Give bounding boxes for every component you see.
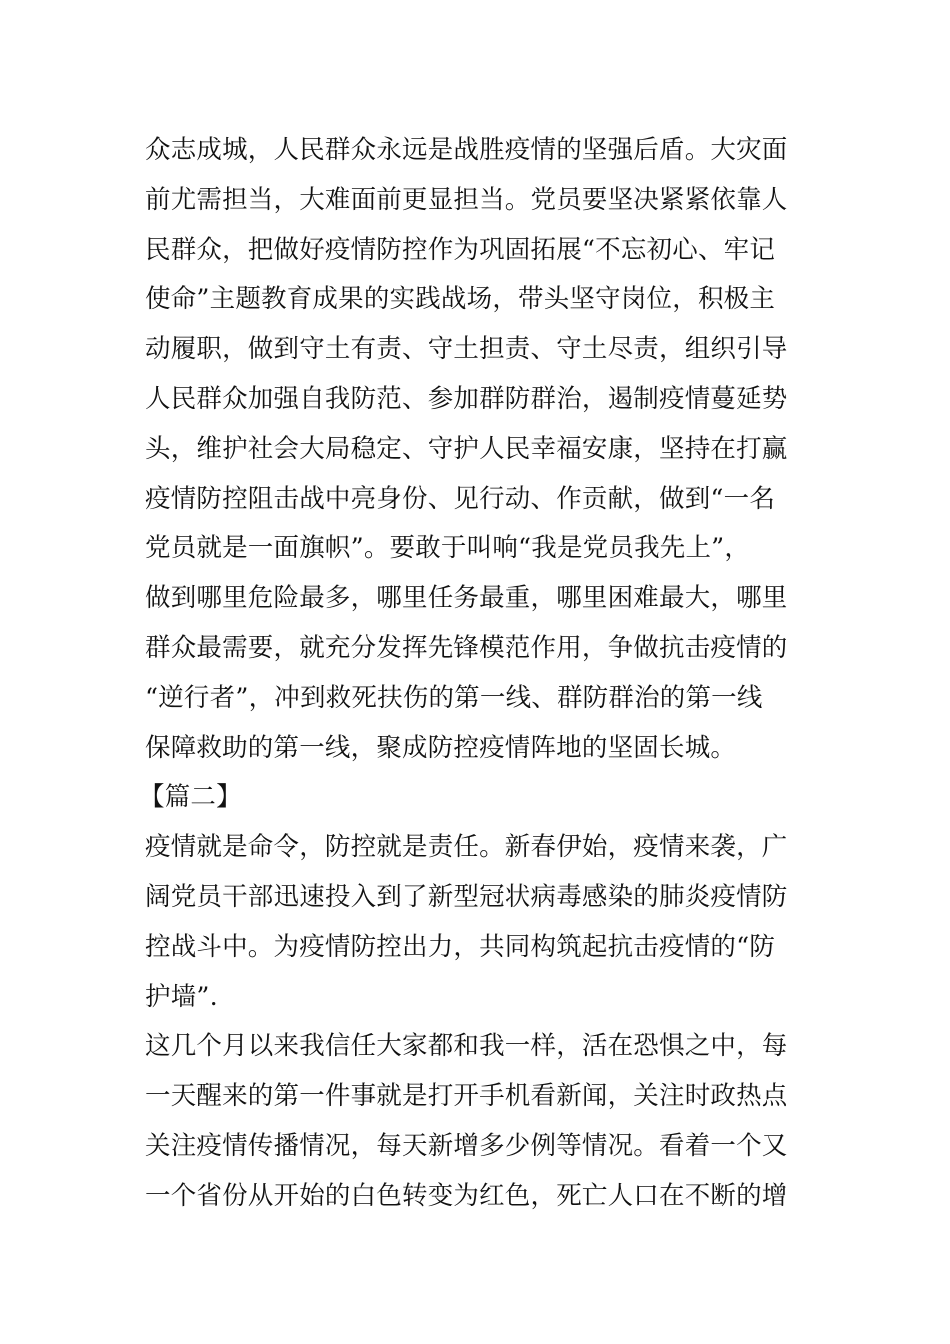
text-line: 前尤需担当，大难面前更显担当。党员要坚决紧紧依靠人 bbox=[145, 184, 788, 215]
section-heading: 【篇二】 bbox=[139, 782, 242, 813]
text-line: 一天醒来的第一件事就是打开手机看新闻，关注时政热点 bbox=[145, 1081, 788, 1112]
text-line: 动履职，做到守土有责、守土担责、守土尽责，组织引导 bbox=[145, 334, 788, 365]
text-line: “逆行者”，冲到救死扶伤的第一线、群防群治的第一线 bbox=[145, 682, 763, 713]
text-line: 控战斗中。为疫情防控出力，共同构筑起抗击疫情的“防 bbox=[145, 931, 776, 962]
text-line: 护墙”. bbox=[145, 981, 218, 1012]
text-line: 这几个月以来我信任大家都和我一样，活在恐惧之中，每 bbox=[145, 1031, 788, 1062]
text-line: 使命”主题教育成果的实践战场，带头坚守岗位，积极主 bbox=[145, 284, 776, 315]
text-line: 头，维护社会大局稳定、守护人民幸福安康，坚持在打赢 bbox=[145, 433, 788, 464]
document-body bbox=[139, 126, 815, 1222]
text-line: 保障救助的第一线，聚成防控疫情阵地的坚固长城。 bbox=[145, 732, 737, 763]
text-line: 人民群众加强自我防范、参加群防群治，遏制疫情蔓延势 bbox=[145, 383, 788, 414]
text-line: 疫情就是命令，防控就是责任。新春伊始，疫情来袭，广 bbox=[145, 832, 788, 863]
text-line: 群众最需要，就充分发挥先锋模范作用，争做抗击疫情的 bbox=[145, 632, 788, 663]
text-line: 众志成城，人民群众永远是战胜疫情的坚强后盾。大灾面 bbox=[145, 135, 788, 165]
text-line: 做到哪里危险最多，哪里任务最重，哪里困难最大，哪里 bbox=[145, 583, 788, 614]
text-line: 疫情防控阻击战中亮身份、见行动、作贡献，做到“一名 bbox=[145, 483, 776, 514]
text-line: 党员就是一面旗帜”。要敢于叫响“我是党员我先上”， bbox=[145, 533, 751, 564]
text-line: 关注疫情传播情况，每天新增多少例等情况。看着一个又 bbox=[145, 1130, 788, 1161]
text-line: 阔党员干部迅速投入到了新型冠状病毒感染的肺炎疫情防 bbox=[145, 881, 788, 912]
text-line: 民群众，把做好疫情防控作为巩固拓展“不忘初心、牢记 bbox=[145, 234, 776, 265]
text-line: 一个省份从开始的白色转变为红色，死亡人口在不断的增 bbox=[145, 1180, 788, 1211]
